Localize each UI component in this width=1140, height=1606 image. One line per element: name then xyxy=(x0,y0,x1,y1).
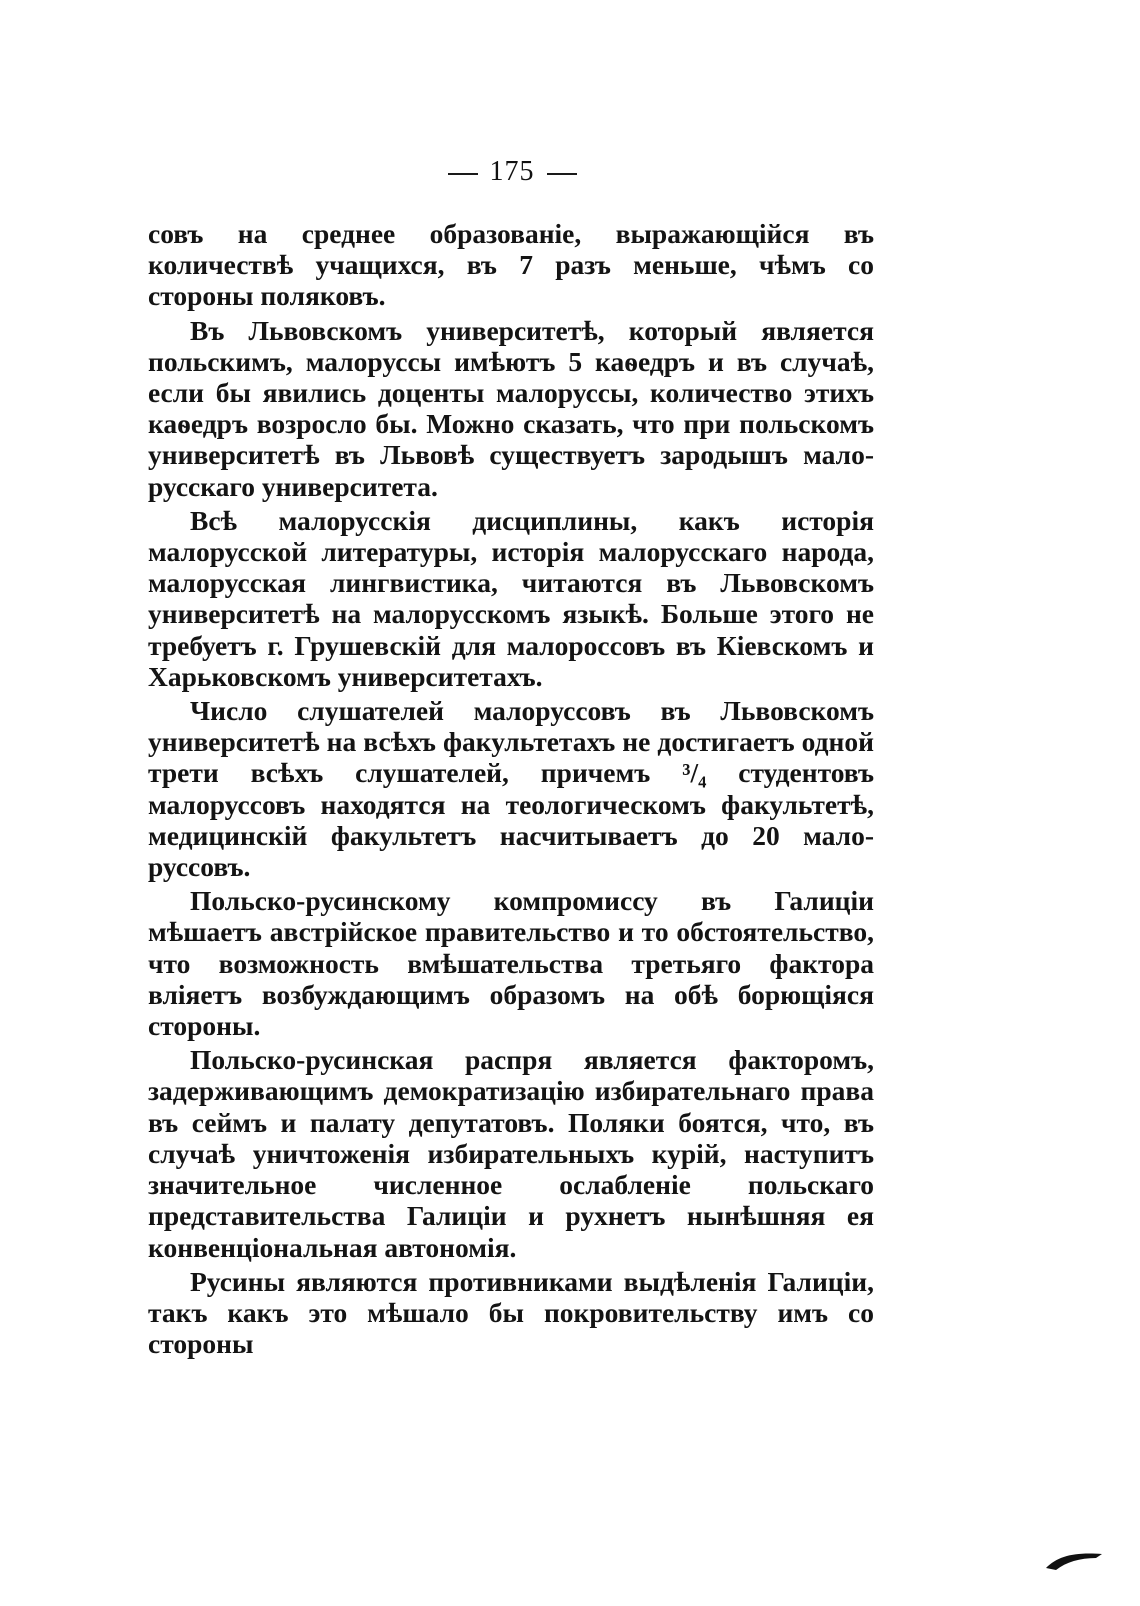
paragraph: Русины являются противниками выдѣленія Галиціи, такъ какъ это мѣшало бы покровительству имъ со стороны xyxy=(148,1265,874,1360)
body-text xyxy=(148,218,874,1362)
paragraph: совъ на среднее образованіе, выражающійся въ количествѣ учащихся, въ 7 разъ меньше, чѣмъ со стороны поляковъ. xyxy=(148,218,874,312)
right-dash xyxy=(547,173,577,175)
left-dash xyxy=(448,173,478,175)
paragraph: Число слушателей малоруссовъ въ Львовскомъ университетѣ на всѣхъ факультетахъ не достигаетъ одной трети всѣхъ слушателей, причемъ ³/₄ студентовъ малоруссовъ находятся на теологическомъ факультетѣ, медицинскій факультетъ насчитываетъ до 20 мало-руссовъ. xyxy=(148,695,874,883)
paragraph: Въ Львовскомъ университетѣ, который является польскимъ, малоруссы имѣютъ 5 каѳедръ и въ случаѣ, если бы явились доценты малоруссы, количество этихъ каѳедръ возросло бы. Можно сказать, что при польскомъ университетѣ въ Львовѣ существуетъ зародышъ мало-русскаго университета. xyxy=(148,314,874,502)
paragraph: Всѣ малорусскія дисциплины, какъ исторія малорусской литературы, исторія малорусскаго народа, малорусская лингвистика, читаются въ Львовскомъ университетѣ на малорусскомъ языкѣ. Больше этого не требуетъ г. Грушевскій для малороссовъ въ Кіевскомъ и Харьковскомъ университетахъ. xyxy=(148,504,874,692)
paragraph: Польско-русинская распря является факторомъ, задерживающимъ демократизацію избирательнаго права въ сеймъ и палату депутатовъ. Поляки боятся, что, въ случаѣ уничтоженія избирательныхъ курій, наступитъ значительное численное ослабленіе польскаго представительства Галиціи и рухнетъ нынѣшняя ея конвенціональная автономія. xyxy=(148,1044,874,1263)
scan-corner-mark-icon xyxy=(1044,1546,1104,1570)
paragraph: Польско-русинскому компромиссу въ Галиціи мѣшаетъ австрійское правительство и то обстоятельство, что возможность вмѣшательства третьяго фактора вліяетъ возбуждающимъ образомъ на обѣ борющіяся стороны. xyxy=(148,885,874,1042)
page-number: 175 xyxy=(489,156,535,187)
page-number-header xyxy=(0,156,1024,188)
